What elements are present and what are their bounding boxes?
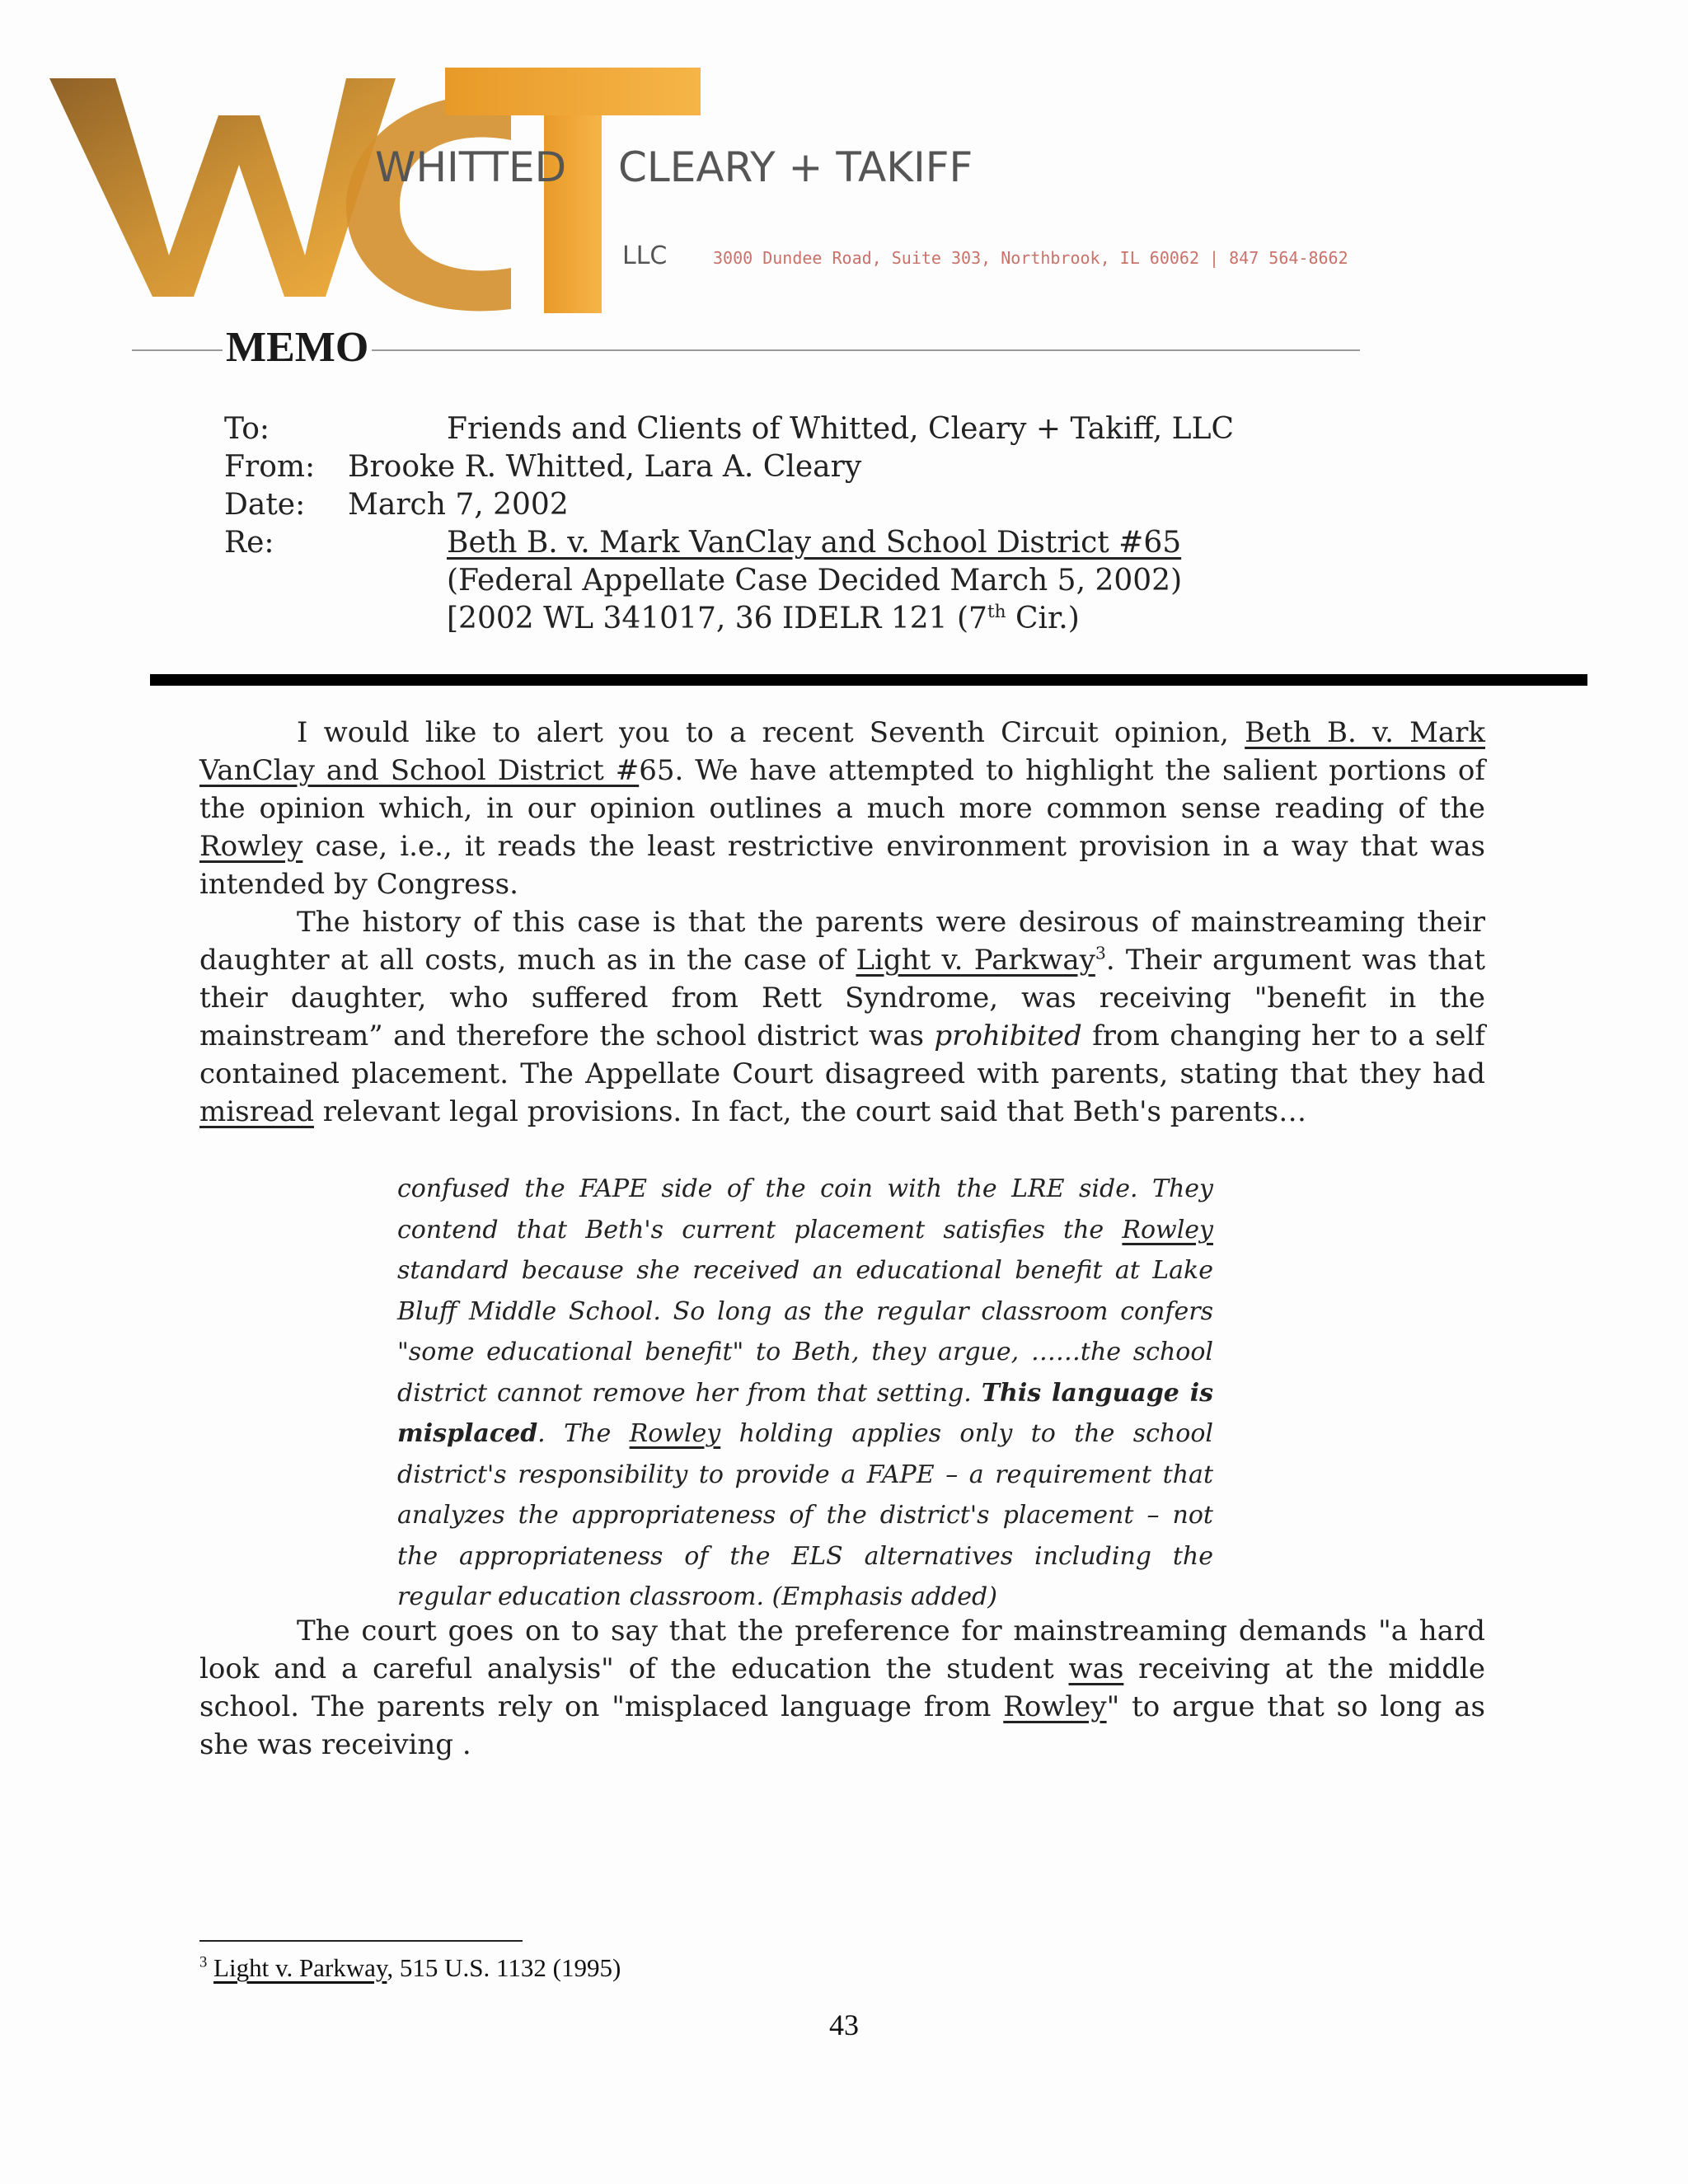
firm-logo (49, 66, 1385, 330)
to-value: Friends and Clients of Whitted, Cleary + Takiff, LLC (447, 412, 1235, 446)
page-number: 43 (829, 2008, 859, 2041)
date-label: Date: (224, 488, 306, 522)
date-value: March 7, 2002 (348, 488, 569, 522)
re-citation: [2002 WL 341017, 36 IDELR 121 (7th Cir.) (447, 602, 1080, 635)
footnote-divider (199, 1940, 523, 1942)
paragraph-3: The court goes on to say that the preference for mainstreaming demands "a hard look and a careful analysis" of the education the student was receiving at the middle school. The parents rely on "misplaced language from Rowley" to argue that so long as she was receiving . (199, 1615, 1486, 1761)
firm-llc: LLC (622, 241, 668, 270)
memo-title: MEMO (223, 323, 372, 372)
header-divider (150, 674, 1587, 686)
re-case-name: Beth B. v. Mark VanClay and School District #65 (447, 526, 1182, 560)
firm-address: 3000 Dundee Road, Suite 303, Northbrook, IL 60062 | 847 564-8662 (713, 248, 1348, 268)
re-case-court: (Federal Appellate Case Decided March 5, 2002) (447, 564, 1183, 598)
firm-name-left: WHITTED (375, 143, 567, 191)
footnote: $^3$ Light v. Parkway, 515 U.S. 1132 (1995) (199, 1953, 621, 1982)
re-label: Re: (224, 526, 274, 560)
to-label: To: (224, 412, 270, 446)
logo-letter-t-bar (445, 68, 701, 115)
paragraph-2: The history of this case is that the parents were desirous of mainstreaming their daughter at all costs, much as in the case of Light v. Parkway$^3$. Their argument was that their daughter, who suffered from Rett Syndrome, was receiving "benefit in the mainstream” and therefore the school district was prohibited from changing her to a self contained placement. The Appellate Court disagreed with parents, stating that they had misread relevant legal provisions. In fact, the court said that Beth's parents… (199, 906, 1485, 1128)
block-quote: confused the FAPE side of the coin with the LRE side. They contend that Beth's current placement satisfies the Rowley standard because she received an educational benefit at Lake Bluff Middle School. So long as the regular classroom confers "some educational benefit" to Beth, they argue, ……the school district cannot remove her from that setting. This language is misplaced. The Rowley holding applies only to the school district's responsibility to provide a FAPE – a requirement that analyzes the appropriateness of the district's placement – not the appropriateness of the ELS alternatives including the regular education classroom. (Emphasis added) (397, 1174, 1213, 1611)
from-value: Brooke R. Whitted, Lara A. Cleary (348, 450, 862, 484)
paragraph-1: I would like to alert you to a recent Seventh Circuit opinion, Beth B. v. Mark VanClay and School District #65. We have attempted to highlight the salient portions of the opinion which, in our opinion outlines a much more common sense reading of the Rowley case, i.e., it reads the least restrictive environment provision in a way that was intended by Congress. (199, 716, 1486, 901)
logo-letter-w (49, 78, 396, 297)
from-label: From: (224, 450, 316, 484)
firm-name-right: CLEARY + TAKIFF (618, 143, 973, 191)
